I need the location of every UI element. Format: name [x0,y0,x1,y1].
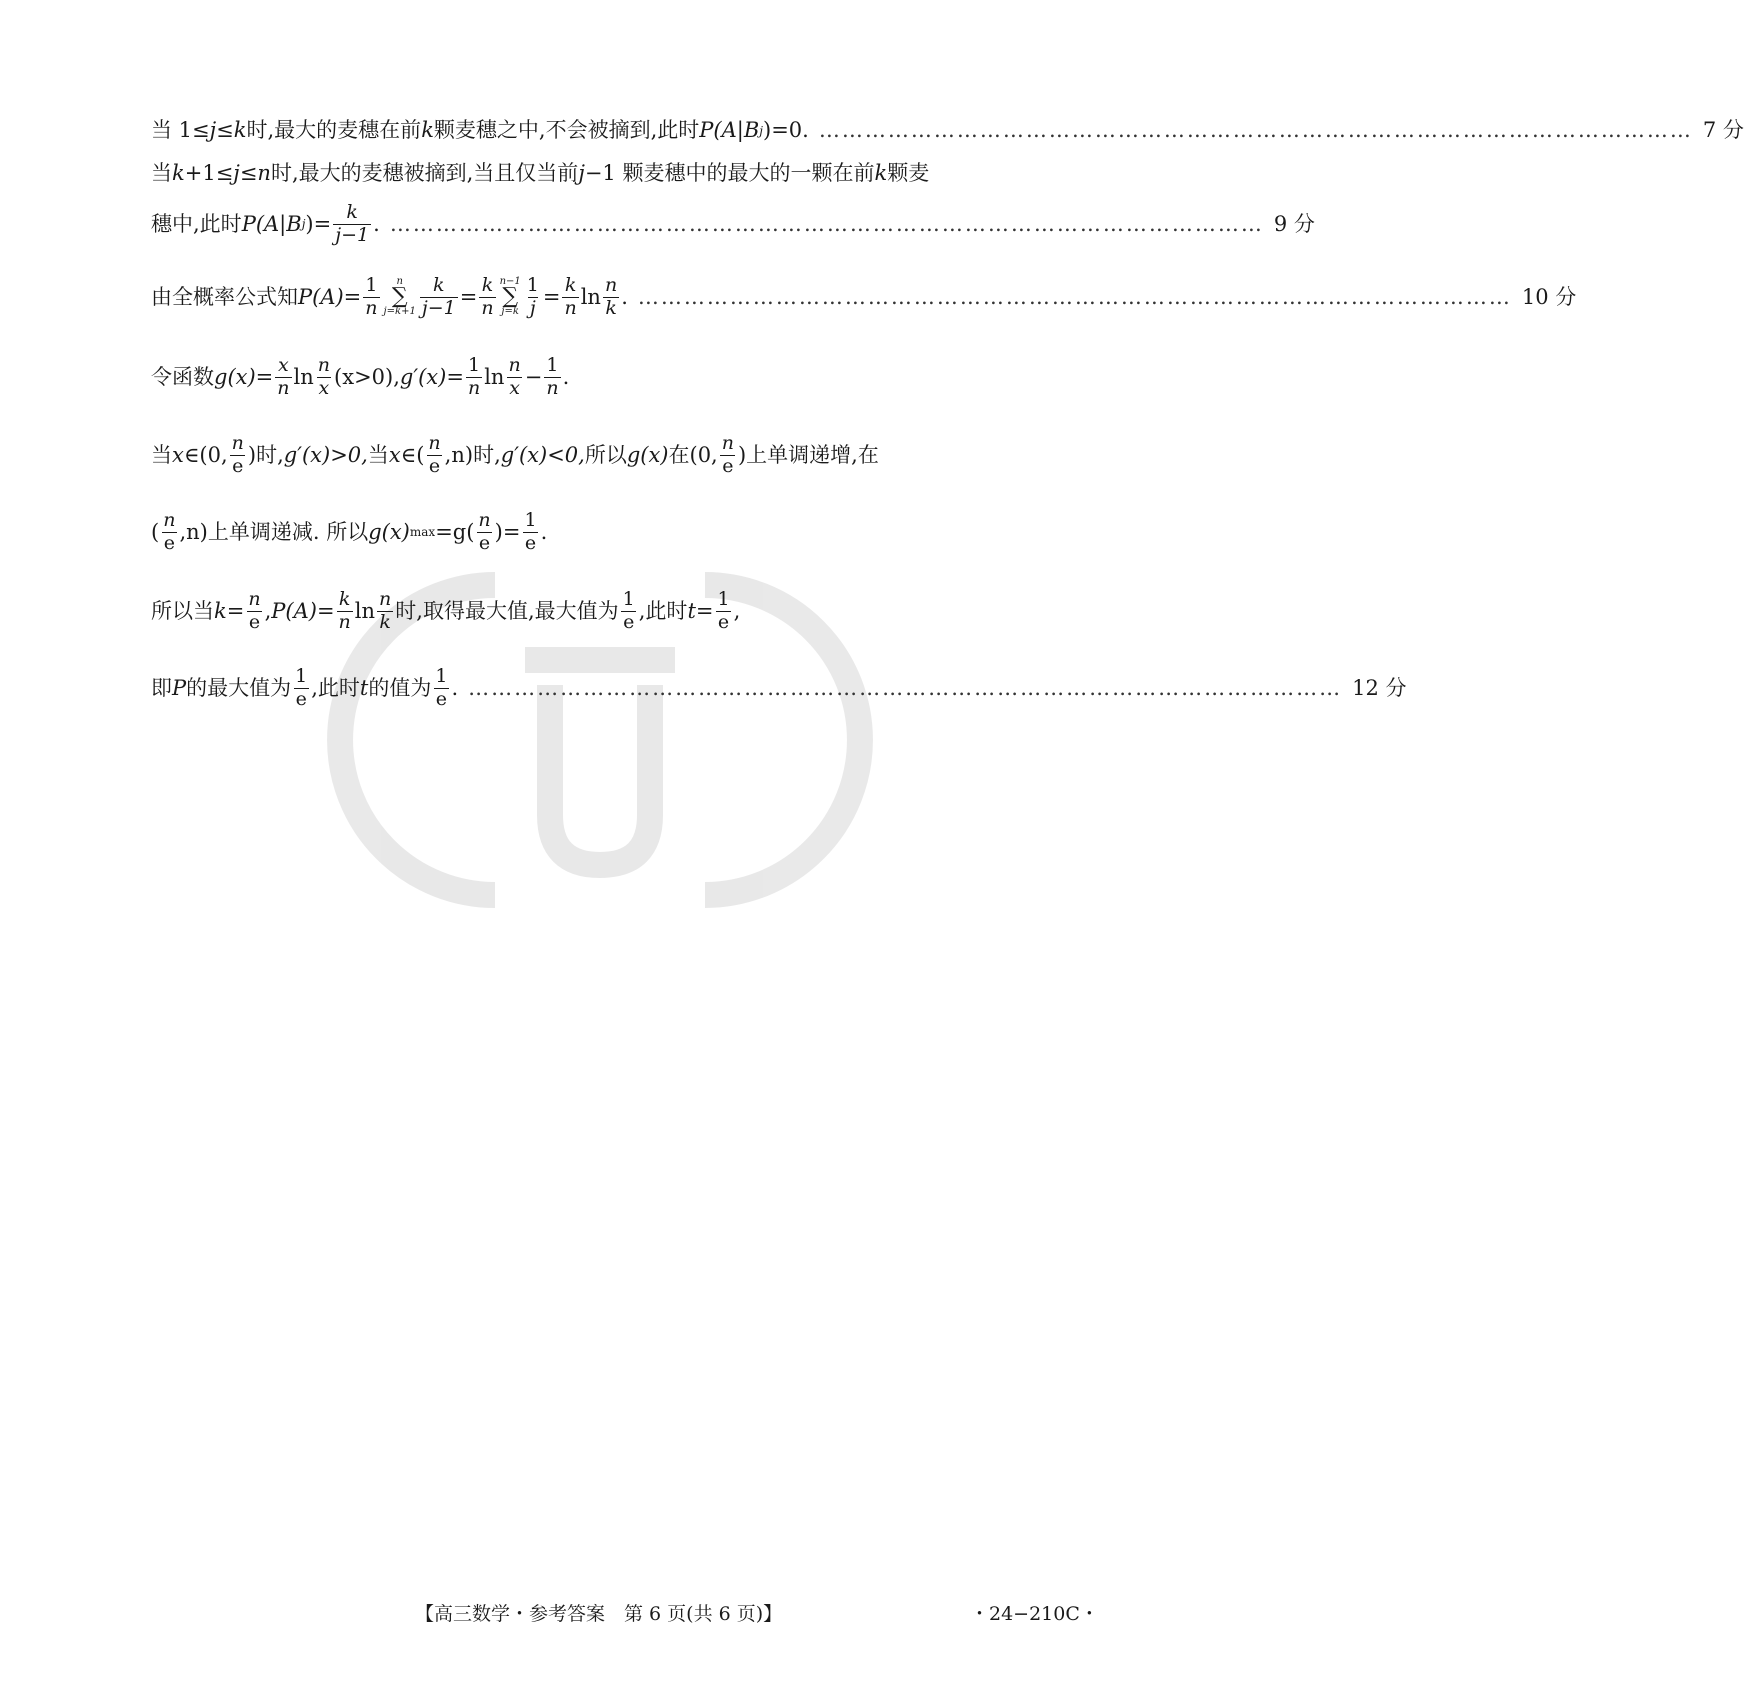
solution-line-8: 所以当 k= $\frac{n}{e}$ , P(A)= $\frac{k}{n}$ ln $\frac{n}{k}$ 时,取得最大值,最大值为 $\frac{1}{e}$ ,此时 t= $\frac{1}{e}$ , [151,588,741,633]
footer-page-info: 【高三数学・参考答案 第 6 页(共 6 页)】 [415,1603,783,1625]
score-label: 9 分 [1273,211,1315,236]
leader-dots: …………………………………………………………………………………………………… [389,211,1264,236]
solution-line-9: 即 P 的最大值为 $\frac{1}{e}$ ,此时 t 的值为 $\frac{1}{e}$ . …………………………………………………………………………………………………… 12 分 [151,665,1407,710]
leader-dots: …………………………………………………………………………………………………… [818,118,1693,142]
leader-dots: …………………………………………………………………………………………………… [468,675,1343,700]
solution-line-1: 当 1≤ j ≤ k 时,最大的麦穗在前 k 颗麦穗之中,不会被摘到,此时 P(A|B j )=0. …………………………………………………………………………………………………… 7 分 [151,118,1744,142]
score-label: 12 分 [1352,675,1407,700]
solution-line-4: 由全概率公式知 P(A)= $\frac{1}{n}$ n ∑ j=k+1 $\frac{k}{j-1}$ = $\frac{k}{n}$ n−1 ∑ j=k $\frac{1}{j}$ = $\frac{k}{n}$ ln $\frac{n}{k}$ . …………………………………………………………………………………………………… 10 分 [151,274,1577,319]
footer-code: ・24−210C・ [970,1603,1099,1625]
solution-line-3: 穗中,此时 P(A|B j )= $\frac{k}{j-1}$ . …………………………………………………………………………………………………… 9 分 [151,201,1315,246]
summation: n−1 ∑ j=k [499,276,521,317]
solution-line-5: 令函数 g(x)= $\frac{x}{n}$ ln $\frac{n}{x}$ (x>0), g′(x)= $\frac{1}{n}$ ln $\frac{n}{x}$ − $\frac{1}{n}$ . [151,354,570,399]
summation: n ∑ j=k+1 [383,276,416,317]
solution-line-7: ( $\frac{n}{e}$ ,n)上单调递减. 所以 g(x) max =g( $\frac{n}{e}$ )= $\frac{1}{e}$ . [151,509,548,554]
solution-line-6: 当 x ∈(0, $\frac{n}{e}$ )时, g′(x)>0, 当 x ∈( $\frac{n}{e}$ ,n)时, g′(x)<0, 所以 g(x) 在(0, $\frac{n}{e}$ )上单调递增,在 [151,432,879,477]
score-label: 10 分 [1521,284,1577,309]
solution-line-2: 当 k +1≤ j ≤ n 时,最大的麦穗被摘到,当且仅当前 j −1 颗麦穗中的最大的一颗在前 k 颗麦 [151,161,930,185]
score-label: 7 分 [1702,118,1744,142]
leader-dots: …………………………………………………………………………………………………… [637,284,1512,309]
fraction: $\frac{k}{j-1}$ [335,201,370,246]
